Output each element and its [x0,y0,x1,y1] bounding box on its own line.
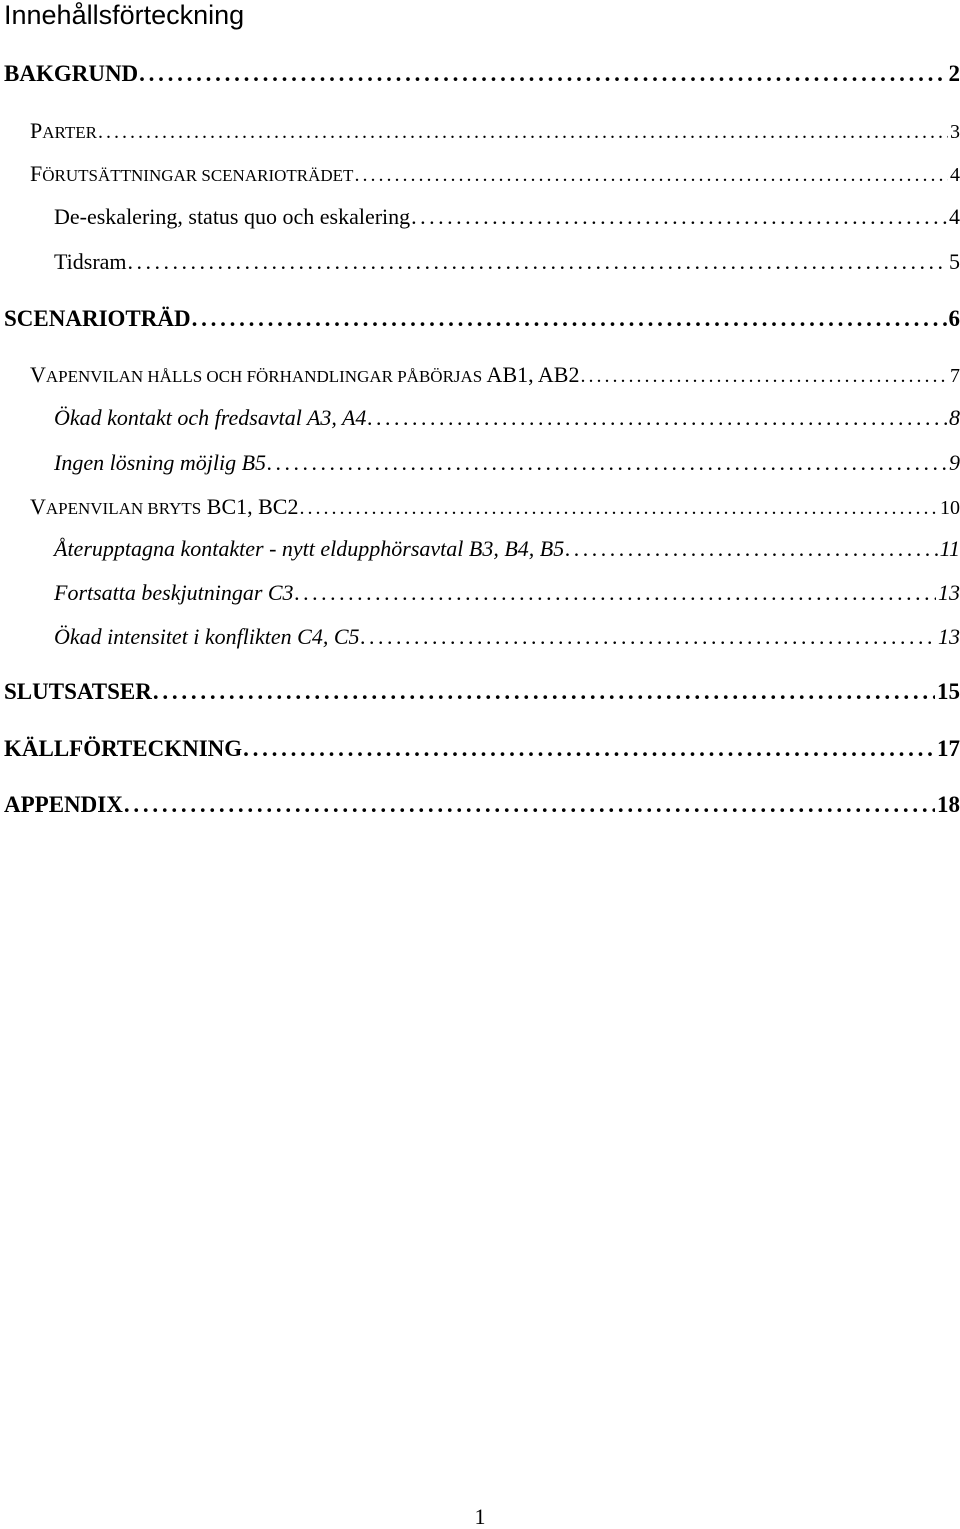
toc-entry-aterupptagna-kontakter[interactable] [54,534,960,564]
toc-entry-label: Ökad intensitet i konflikten C4, C5 [54,622,360,652]
toc-entry-label: De-eskalering, status quo och eskalering [54,202,410,232]
toc-page-number: 15 [937,677,960,707]
toc-entry-label: Återupptagna kontakter - nytt eldupphörsavtal B3, B4, B5 [54,534,564,564]
toc-page-number: 11 [940,534,960,564]
toc-entry-label: Fortsatta beskjutningar C3 [54,578,294,608]
dot-leader [299,493,938,523]
toc-page-number: 8 [949,403,960,433]
toc-entry-label: BAKGRUND [4,59,138,89]
toc-entry-parter[interactable] [30,116,960,148]
toc-entry-okad-kontakt[interactable] [54,403,960,433]
toc-page-number: 3 [950,117,960,147]
toc-entry-ingen-losning[interactable] [54,448,960,478]
toc-entry-label: Ingen lösning möjlig B5 [54,448,266,478]
toc-page-number: 5 [949,247,960,277]
page-title: Innehållsförteckning [4,0,244,30]
toc-page-number: 13 [938,578,960,608]
toc-entry-label: SCENARIOTRÄD [4,304,191,334]
toc-entry-okad-intensitet[interactable] [54,622,960,652]
dot-leader [367,403,947,433]
toc-entry-appendix[interactable] [4,790,960,820]
dot-leader [411,202,947,232]
toc-page-number: 18 [937,790,960,820]
dot-leader [295,578,936,608]
toc-entry-label: VAPENVILAN BRYTS BC1, BC2 [30,492,298,524]
dot-leader [580,361,948,391]
dot-leader [267,448,947,478]
toc-page-number: 4 [950,160,960,190]
toc-entry-label: FÖRUTSÄTTNINGAR SCENARIOTRÄDET [30,159,353,191]
dot-leader [139,59,946,89]
dot-leader [361,622,936,652]
dot-leader [124,790,935,820]
dot-leader [128,247,947,277]
toc-page-number: 13 [938,622,960,652]
page-number: 1 [0,1505,960,1529]
toc-page-number: 2 [949,59,960,89]
dot-leader [354,160,948,190]
toc-entry-forutsattningar[interactable] [30,159,960,191]
toc-entry-de-eskalering[interactable] [54,202,960,232]
toc-page-number: 17 [937,734,960,764]
toc-page-number: 4 [949,202,960,232]
toc-entry-kallforteckning[interactable] [4,734,960,764]
toc-entry-fortsatta-beskjutningar[interactable] [54,578,960,608]
dot-leader [243,734,935,764]
toc-entry-scenariotrad[interactable] [4,304,960,334]
toc-entry-label: Ökad kontakt och fredsavtal A3, A4 [54,403,366,433]
toc-entry-bakgrund[interactable] [4,59,960,89]
toc-entry-tidsram[interactable] [54,247,960,277]
toc-entry-label: SLUTSATSER [4,677,152,707]
toc-page-number: 6 [949,304,960,334]
toc-entry-vapenvilan-halls[interactable] [30,360,960,392]
toc-entry-label: KÄLLFÖRTECKNING [4,734,242,764]
toc-entry-label: VAPENVILAN HÅLLS OCH FÖRHANDLINGAR PÅBÖRJAS AB1, AB2 [30,360,579,392]
toc-entry-label: APPENDIX [4,790,123,820]
toc-page-number: 9 [949,448,960,478]
toc-page-number: 10 [940,493,960,523]
toc-entry-label: PARTER [30,116,97,148]
toc-page-number: 7 [950,361,960,391]
dot-leader [153,677,935,707]
toc-entry-vapenvilan-bryts[interactable] [30,492,960,524]
toc-entry-slutsatser[interactable] [4,677,960,707]
dot-leader [98,117,948,147]
toc-entry-label: Tidsram [54,247,127,277]
dot-leader [565,534,937,564]
dot-leader [192,304,947,334]
